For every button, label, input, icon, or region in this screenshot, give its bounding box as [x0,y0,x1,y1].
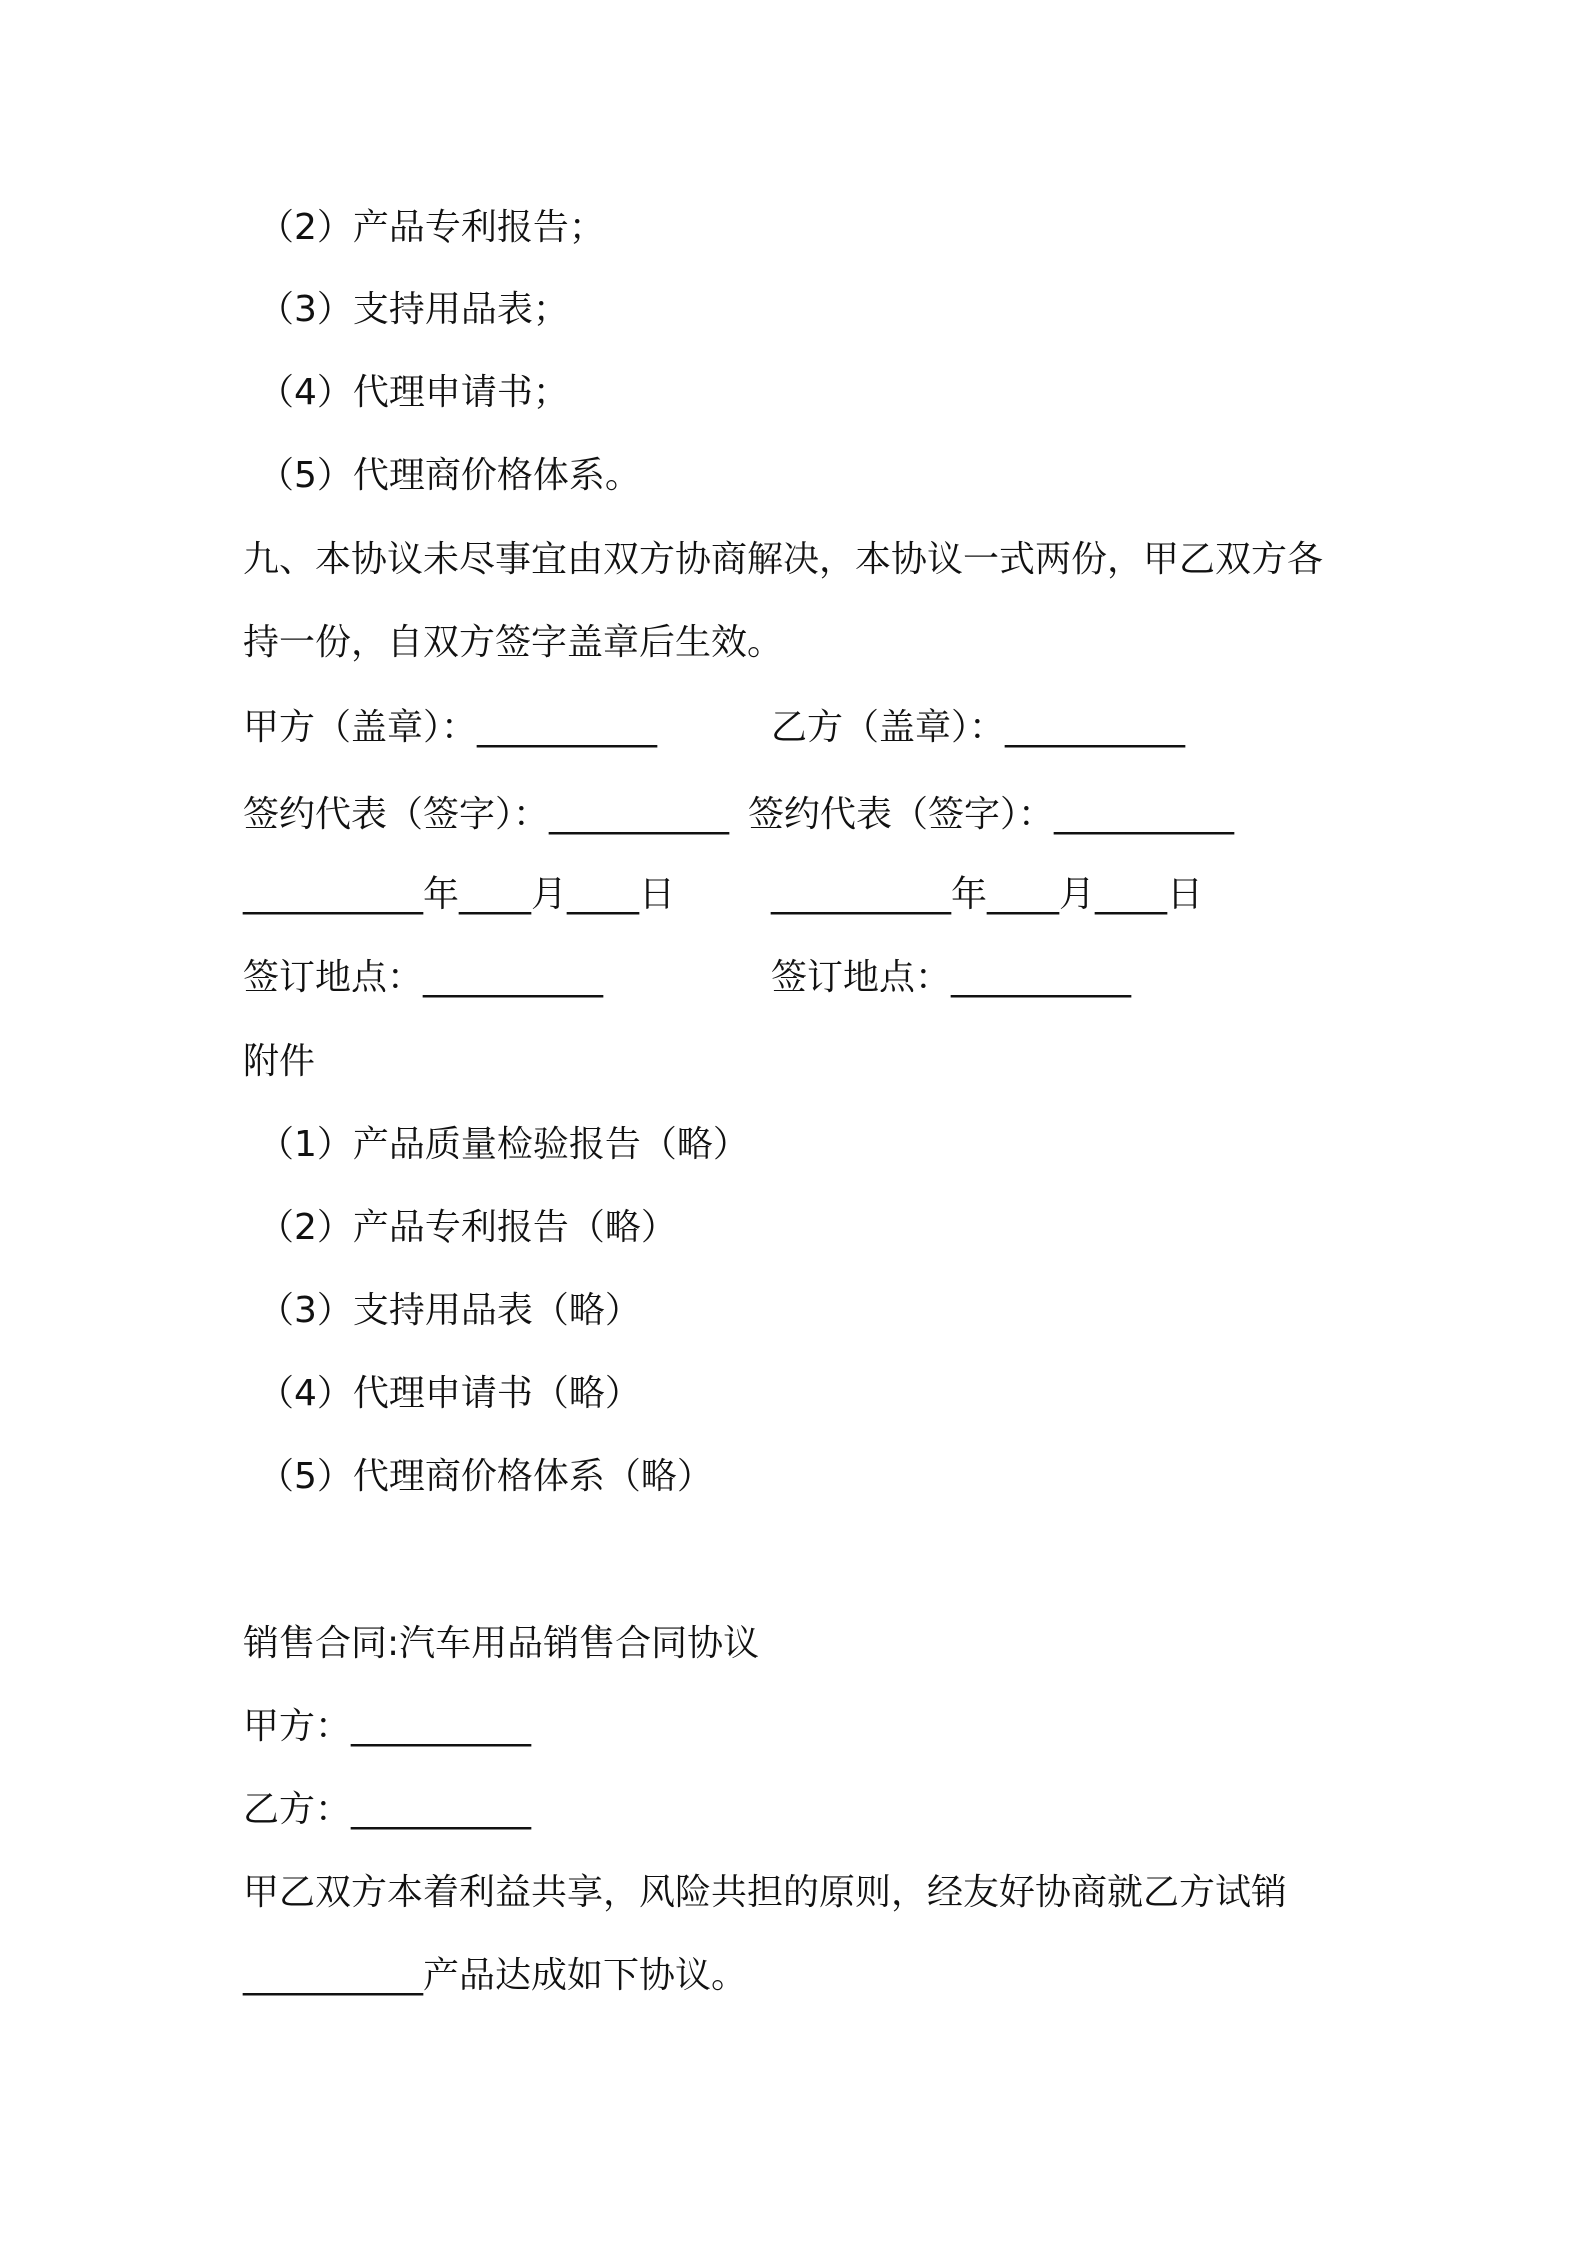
attachment-item: （3）支持用品表（略） [258,1290,641,1331]
list-item: （3）支持用品表； [258,289,569,330]
rep-a-sign-field: 签约代表（签字）：__________ [243,794,730,835]
list-item: （2）产品专利报告； [258,207,605,248]
attachment-item: （4）代理申请书（略） [258,1373,641,1414]
attachment-item: （2）产品专利报告（略） [258,1207,677,1248]
party-a-seal-field: 甲方（盖章）：__________ [243,707,658,748]
contract-intro-line-1: 甲乙双方本着利益共享，风险共担的原则，经友好协商就乙方试销 [243,1872,1288,1913]
date-b-field: __________年____月____日 [771,874,1203,915]
list-item: （4）代理申请书； [258,372,569,413]
clause-nine-line-1: 九、本协议未尽事宜由双方协商解决，本协议一式两份，甲乙双方各 [243,539,1324,580]
contract-intro-line-2: __________产品达成如下协议。 [243,1955,748,1996]
place-b-field: 签订地点：__________ [771,957,1132,998]
attachment-item: （1）产品质量检验报告（略） [258,1124,749,1165]
list-item: （5）代理商价格体系。 [258,455,641,496]
rep-b-sign-field: 签约代表（签字）：__________ [748,794,1235,835]
party-b-field: 乙方：__________ [243,1789,532,1830]
party-a-field: 甲方：__________ [243,1706,532,1747]
date-a-field: __________年____月____日 [243,874,675,915]
clause-nine-line-2: 持一份，自双方签字盖章后生效。 [243,622,784,663]
contract-title: 销售合同:汽车用品销售合同协议 [243,1623,760,1664]
attachments-heading: 附件 [243,1041,316,1082]
place-a-field: 签订地点：__________ [243,957,604,998]
attachment-item: （5）代理商价格体系（略） [258,1456,713,1497]
party-b-seal-field: 乙方（盖章）：__________ [771,707,1186,748]
